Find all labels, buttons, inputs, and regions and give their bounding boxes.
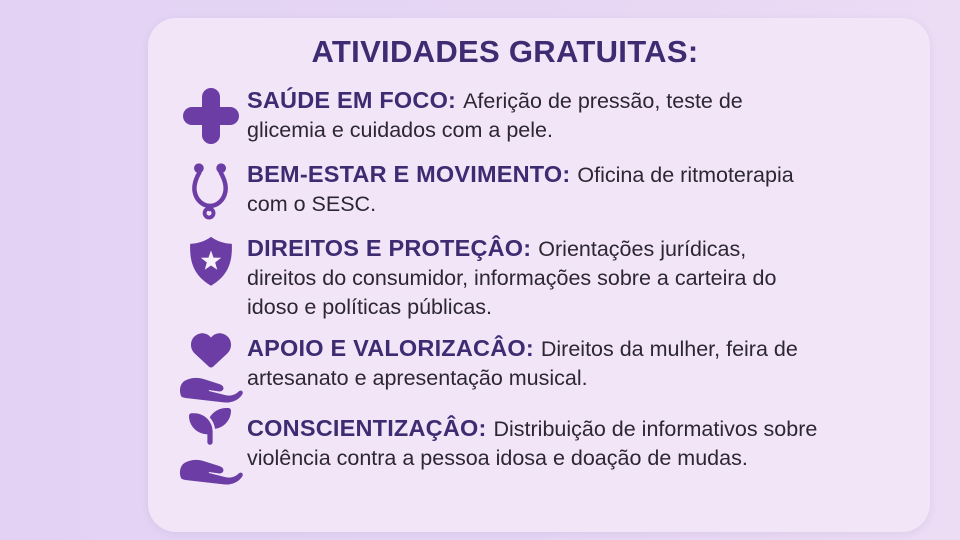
open-hand-icon bbox=[177, 442, 245, 487]
activity-item-direitos bbox=[175, 232, 906, 322]
activity-text bbox=[247, 412, 906, 473]
activity-description: Oficina de ritmoterapia com o SESC. bbox=[247, 163, 794, 216]
icon-cell bbox=[175, 84, 247, 148]
activity-item-saude bbox=[175, 84, 906, 148]
activity-text bbox=[247, 232, 906, 322]
activity-description: Orientações jurídicas, direitos do consumidor, informações sobre a carteira do idoso e políticas públicas. bbox=[247, 237, 777, 319]
activity-item-bem-estar bbox=[175, 158, 906, 222]
activity-item-conscientizacao bbox=[175, 412, 906, 482]
open-hand-icon bbox=[177, 360, 245, 405]
title-row bbox=[175, 34, 835, 70]
activity-text bbox=[247, 158, 906, 219]
activity-title: SAÚDE EM FOCO: bbox=[247, 87, 457, 113]
activity-title: DIREITOS E PROTEÇÂO: bbox=[247, 235, 532, 261]
activity-title: CONSCIENTIZAÇÂO: bbox=[247, 415, 487, 441]
stethoscope-icon bbox=[180, 158, 242, 222]
medical-cross-icon bbox=[179, 84, 243, 148]
icon-cell bbox=[175, 332, 247, 402]
activity-description: Aferição de pressão, teste de glicemia e cuidados com a pele. bbox=[247, 89, 743, 142]
heart-in-hand-icon bbox=[177, 332, 245, 402]
activities-card bbox=[148, 18, 930, 532]
shield-star-icon bbox=[180, 232, 242, 296]
activity-description: Distribuição de informativos sobre violência contra a pessoa idosa e doação de mudas. bbox=[247, 417, 818, 470]
icon-cell bbox=[175, 232, 247, 296]
activity-item-apoio bbox=[175, 332, 906, 402]
icon-cell bbox=[175, 412, 247, 482]
page-title: ATIVIDADES GRATUITAS: bbox=[311, 34, 699, 69]
activity-description: Direitos da mulher, feira de artesanato e apresentação musical. bbox=[247, 337, 798, 390]
icon-cell bbox=[175, 158, 247, 222]
plant-in-hand-icon bbox=[177, 412, 245, 482]
activity-title: BEM-ESTAR E MOVIMENTO: bbox=[247, 161, 571, 187]
activity-title: APOIO E VALORIZACÂO: bbox=[247, 335, 534, 361]
activity-text bbox=[247, 84, 906, 145]
activity-text bbox=[247, 332, 906, 393]
